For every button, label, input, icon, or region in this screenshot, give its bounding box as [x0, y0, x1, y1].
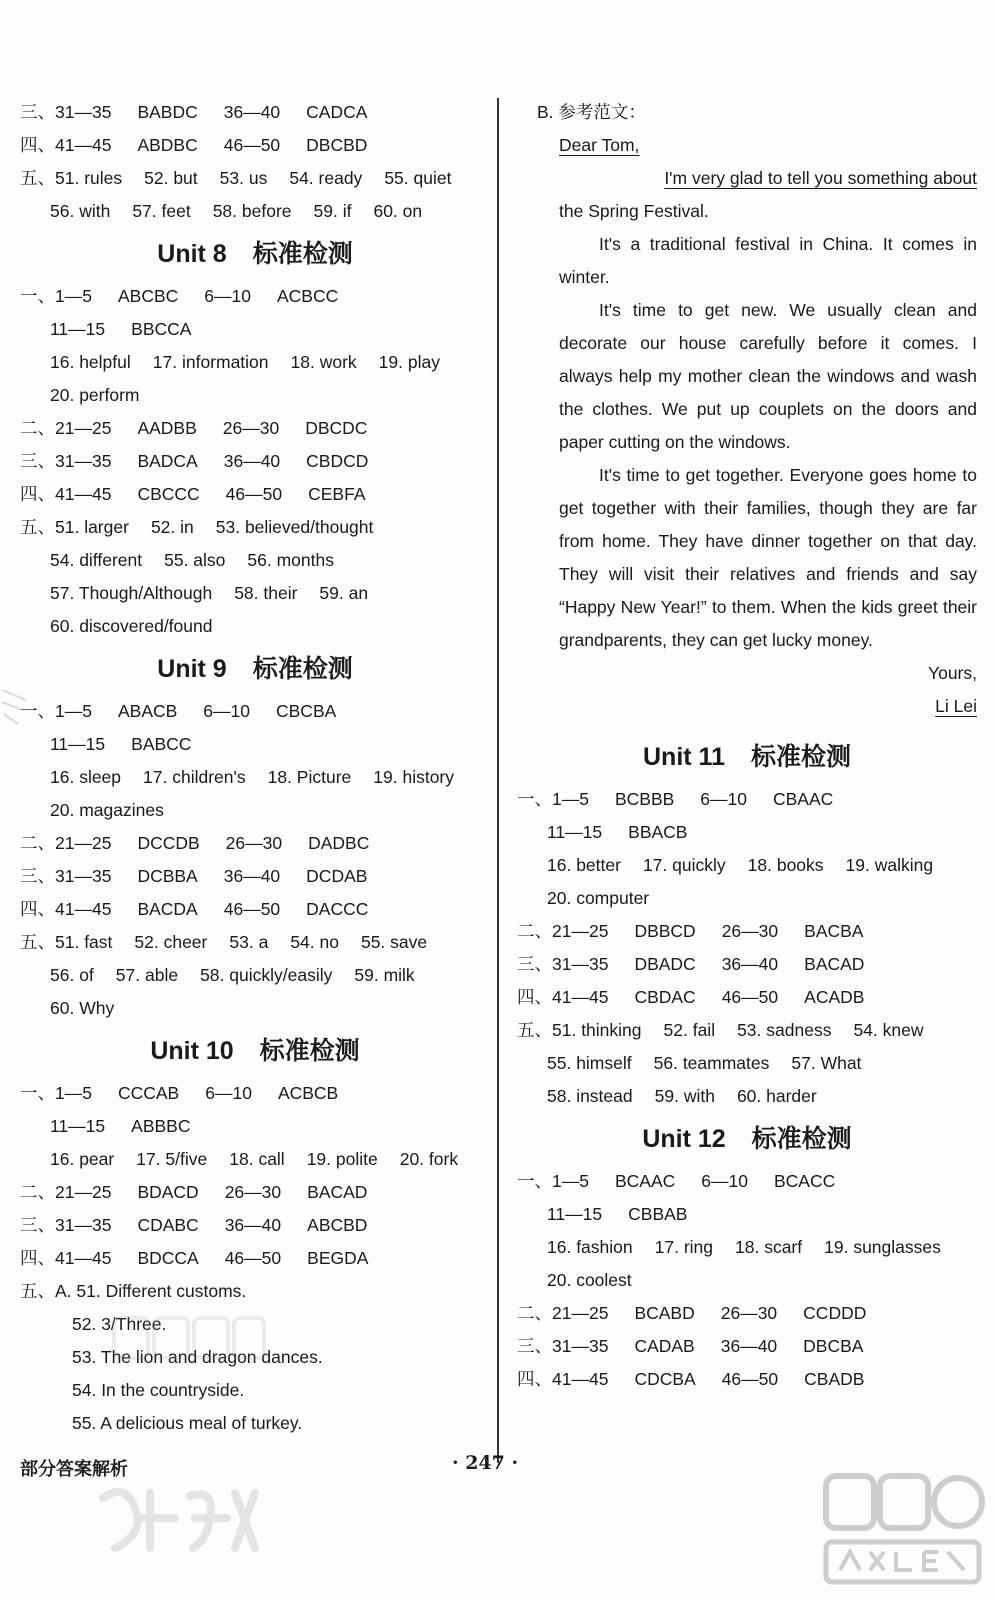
- answer-line: 二、21—25 BCABD 26—30 CCDDD: [517, 1303, 867, 1323]
- answer-line: 四、41—45 ABDBC 46—50 DBCBD: [20, 135, 368, 155]
- answer-line: 57. Though/Although 58. their 59. an: [50, 583, 369, 603]
- answer-line: 20. magazines: [50, 800, 164, 820]
- right-column: [517, 96, 977, 1396]
- answer-line: 五、51. larger 52. in 53. believed/thought: [20, 517, 374, 537]
- essay-p1-rest: the Spring Festival.: [559, 201, 709, 221]
- top-answers: [20, 96, 490, 228]
- answer-line: 三、31—35 DCBBA 36—40 DCDAB: [20, 866, 368, 886]
- answer-line: 16. pear 17. 5/five 18. call 19. polite 20. fork: [50, 1149, 459, 1169]
- answer-line: 三、31—35 CADAB 36—40 DBCBA: [517, 1336, 864, 1356]
- answer-line: 三、31—35 BADCA 36—40 CBDCD: [20, 451, 369, 471]
- watermark-mark: [108, 1310, 268, 1366]
- watermark-mark: [95, 1478, 265, 1558]
- answer-line: 11—15 BBACB: [547, 822, 688, 842]
- answer-line: 三、31—35 BABDC 36—40 CADCA: [20, 102, 368, 122]
- answer-line: 一、1—5 ABACB 6—10 CBCBA: [20, 701, 337, 721]
- essay-closing: Yours,: [928, 663, 977, 683]
- answer-line: 三、31—35 CDABC 36—40 ABCBD: [20, 1215, 368, 1235]
- answer-line: 60. discovered/found: [50, 616, 213, 636]
- answer-line: 55. A delicious meal of turkey.: [72, 1413, 303, 1433]
- edge-scratch-mark: [0, 680, 30, 730]
- essay-signature: Li Lei: [935, 696, 977, 716]
- answer-line: 56. of 57. able 58. quickly/easily 59. milk: [50, 965, 415, 985]
- unit-11-answers: [517, 783, 977, 1113]
- answer-line: 四、41—45 BACDA 46—50 DACCC: [20, 899, 369, 919]
- column-divider: [497, 98, 499, 1463]
- answer-line: 58. instead 59. with 60. harder: [547, 1086, 817, 1106]
- answer-line: 五、51. thinking 52. fail 53. sadness 54. knew: [517, 1020, 924, 1040]
- unit-9-answers: [20, 695, 490, 1025]
- answer-line: 56. with 57. feet 58. before 59. if 60. on: [50, 201, 423, 221]
- answer-line: 一、1—5 BCBBB 6—10 CBAAC: [517, 789, 834, 809]
- essay-paragraph: It's a traditional festival in China. It comes in winter.: [559, 234, 977, 287]
- answer-line: 五、51. fast 52. cheer 53. a 54. no 55. save: [20, 932, 428, 952]
- essay-paragraph: It's time to get together. Everyone goes home to get together with their families, though they are far from home. They have dinner together on that day. They will visit their relatives and friends and say “Happy New Year!” to them. When the kids greet their grandparents, they can get lucky money.: [559, 465, 977, 650]
- left-column: [20, 96, 490, 1440]
- essay-p1-underlined: I'm very glad to tell you something about: [664, 168, 977, 188]
- answer-line: 四、41—45 CDCBA 46—50 CBADB: [517, 1369, 865, 1389]
- answer-line: 60. Why: [50, 998, 115, 1018]
- watermark-logo: [820, 1470, 985, 1590]
- unit-8-heading: Unit 8 标准检测: [157, 240, 353, 268]
- unit-10-answers: [20, 1077, 490, 1440]
- answer-line: 二、21—25 DCCDB 26—30 DADBC: [20, 833, 370, 853]
- unit-12-answers: [517, 1165, 977, 1396]
- answer-line: 二、21—25 AADBB 26—30 DBCDC: [20, 418, 368, 438]
- unit-12-heading: Unit 12 标准检测: [642, 1125, 852, 1153]
- answer-line: 一、1—5 BCAAC 6—10 BCACC: [517, 1171, 836, 1191]
- unit-10-heading: Unit 10 标准检测: [150, 1037, 360, 1065]
- answer-line: 52. 3/Three.: [72, 1314, 167, 1334]
- footer-section-label: 部分答案解析: [20, 1459, 128, 1480]
- answer-line: 一、1—5 ABCBC 6—10 ACBCC: [20, 286, 339, 306]
- answer-line: 四、41—45 BDCCA 46—50 BEGDA: [20, 1248, 369, 1268]
- answer-line: 16. fashion 17. ring 18. scarf 19. sunglasses: [547, 1237, 941, 1257]
- unit-9-heading: Unit 9 标准检测: [157, 655, 353, 683]
- answer-line: 16. better 17. quickly 18. books 19. walking: [547, 855, 934, 875]
- answer-line: 五、51. rules 52. but 53. us 54. ready 55. quiet: [20, 168, 452, 188]
- answer-line: 四、41—45 CBCCC 46—50 CEBFA: [20, 484, 366, 504]
- answer-line: 二、21—25 BDACD 26—30 BACAD: [20, 1182, 368, 1202]
- answer-line: 16. helpful 17. information 18. work 19. play: [50, 352, 440, 372]
- answer-line: 五、A. 51. Different customs.: [20, 1281, 247, 1301]
- answer-line: 54. different 55. also 56. months: [50, 550, 334, 570]
- answer-line: 54. In the countryside.: [72, 1380, 245, 1400]
- page-number: · 247 ·: [452, 1452, 519, 1474]
- model-essay: [517, 96, 977, 723]
- answer-line: 四、41—45 CBDAC 46—50 ACADB: [517, 987, 865, 1007]
- answer-line: 20. coolest: [547, 1270, 632, 1290]
- answer-line: 53. The lion and dragon dances.: [72, 1347, 323, 1367]
- essay-heading: B. 参考范文：: [537, 102, 646, 122]
- essay-paragraph: It's time to get new. We usually clean and decorate our house carefully before it comes. I always help my mother clean the windows and wash the clothes. We put up couplets on the doors and paper cutting on the windows.: [559, 300, 977, 452]
- essay-greeting: Dear Tom,: [559, 135, 640, 155]
- answer-line: 11—15 ABBBC: [50, 1116, 191, 1136]
- unit-8-answers: [20, 280, 490, 643]
- answer-line: 16. sleep 17. children's 18. Picture 19. history: [50, 767, 454, 787]
- answer-line: 11—15 BABCC: [50, 734, 192, 754]
- answer-line: 55. himself 56. teammates 57. What: [547, 1053, 862, 1073]
- answer-line: 11—15 BBCCA: [50, 319, 192, 339]
- unit-11-heading: Unit 11 标准检测: [643, 743, 851, 771]
- answer-line: 11—15 CBBAB: [547, 1204, 688, 1224]
- answer-line: 20. perform: [50, 385, 140, 405]
- answer-line: 三、31—35 DBADC 36—40 BACAD: [517, 954, 865, 974]
- answer-line: 二、21—25 DBBCD 26—30 BACBA: [517, 921, 864, 941]
- answer-line: 20. computer: [547, 888, 650, 908]
- answer-line: 一、1—5 CCCAB 6—10 ACBCB: [20, 1083, 339, 1103]
